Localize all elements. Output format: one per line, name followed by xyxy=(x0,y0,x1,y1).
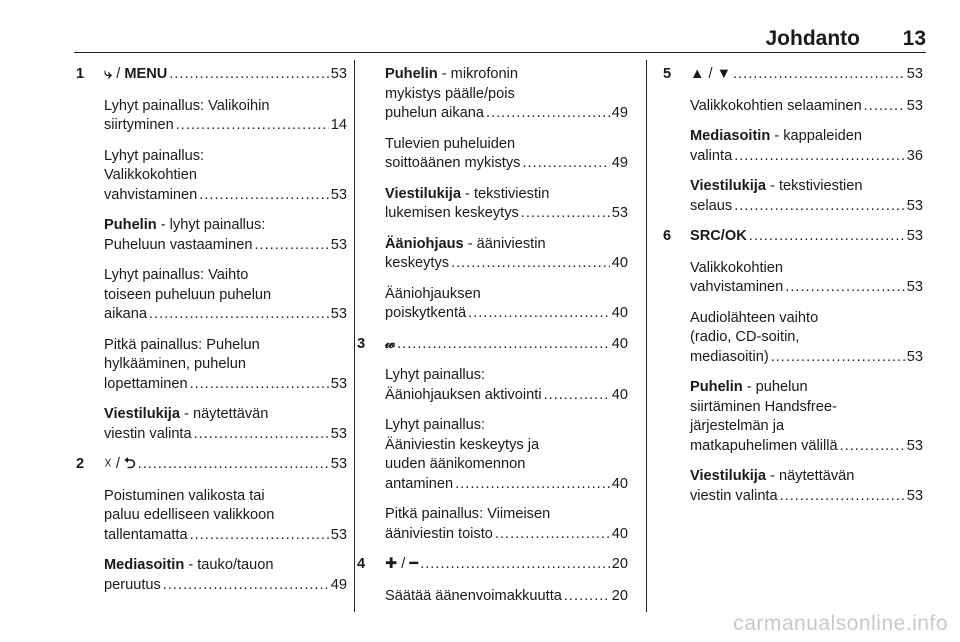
control-entry-6 xyxy=(663,227,923,247)
index-entry: Viestilukija - näytettävän viestin valinta ..... 53 xyxy=(690,467,923,506)
index-entry: Poistuminen valikosta tai paluu edelliseen valikkoon tallentamatta ..... 53 xyxy=(104,487,347,546)
index-column-1 xyxy=(76,65,347,606)
index-entry: Lyhyt painallus: Valikkokohtien vahvistaminen ..... 53 xyxy=(104,147,347,206)
index-column-2 xyxy=(357,65,628,617)
index-entry: Puhelin - mikrofonin mykistys päälle/pois puhelun aikana ..... 49 xyxy=(385,65,628,124)
page-reference: 53 xyxy=(330,236,347,253)
phone-icon: ⤷ xyxy=(104,66,113,82)
control-entry-1: 1 ⤷ / MENU ..... 53 xyxy=(104,65,347,85)
page-reference: 14 xyxy=(330,117,347,133)
close-icon: ☓ xyxy=(104,456,112,472)
index-entry: Audiolähteen vaihto (radio, CD-soitin, mediasoitin) ..... 53 xyxy=(690,309,923,368)
page-reference: 53 xyxy=(906,437,923,454)
index-entry: Lyhyt painallus: Vaihto toiseen puheluun puhelun aikana ..... 53 xyxy=(104,266,347,325)
control-number: 1 xyxy=(76,66,85,82)
control-number: 6 xyxy=(663,228,672,244)
plus-icon: ✚ xyxy=(385,556,398,572)
page-reference: 53 xyxy=(906,197,923,214)
page-reference: 49 xyxy=(611,105,628,121)
page-reference: 20 xyxy=(611,587,628,604)
minus-icon: ━ xyxy=(409,556,419,572)
page-reference: 40 xyxy=(611,255,628,271)
control-entry-4: 4 ✚ / ━ ..... 20 xyxy=(385,555,628,575)
index-entry: Valikkokohtien vahvistaminen ..... 53 xyxy=(690,259,923,298)
index-entry: Viestilukija - tekstiviestin lukemisen keskeytys ..... 53 xyxy=(385,185,628,224)
page-reference: 53 xyxy=(330,186,347,203)
index-entry: Säätää äänenvoimakkuutta ..... 20 xyxy=(385,587,628,607)
section-title: Johdanto xyxy=(765,27,860,50)
voice-control-icon: 𝓌 xyxy=(385,335,396,352)
column-divider xyxy=(646,60,647,612)
control-number: 2 xyxy=(76,456,85,472)
index-column-3 xyxy=(663,65,923,517)
index-entry: Lyhyt painallus: Valikoihin siirtyminen ..... 14 xyxy=(104,97,347,136)
index-entry: Valikkokohtien selaaminen ..... 53 xyxy=(690,97,923,117)
control-label: SRC/OK xyxy=(690,228,747,244)
page-reference: 53 xyxy=(330,375,347,392)
index-entry: Viestilukija - näytettävän viestin valinta ..... 53 xyxy=(104,405,347,444)
page-reference: 49 xyxy=(330,576,347,593)
page-reference: 53 xyxy=(906,279,923,295)
index-entry: Ääniohjauksen poiskytkentä ..... 40 xyxy=(385,285,628,324)
page-reference: 53 xyxy=(330,526,347,543)
page-header xyxy=(74,26,926,53)
index-entry: Pitkä painallus: Puhelun hylkääminen, puhelun lopettaminen ..... 53 xyxy=(104,336,347,395)
page-reference: 40 xyxy=(611,335,628,352)
control-entry-3 xyxy=(357,335,628,355)
control-entry-5: 5 ▲ / ▼ ..... 53 xyxy=(690,65,923,85)
arrow-up-icon: ▲ xyxy=(690,66,705,82)
page-reference: 53 xyxy=(330,425,347,442)
page-reference: 53 xyxy=(906,97,923,114)
page-reference: 53 xyxy=(906,228,923,244)
page-reference: 53 xyxy=(906,348,923,365)
back-icon: ⮌ xyxy=(123,456,136,472)
page-reference: 20 xyxy=(611,556,628,572)
index-entry: Tulevien puheluiden soittoäänen mykistys ..... 49 xyxy=(385,135,628,174)
page-reference: 40 xyxy=(611,475,628,492)
index-entry: Lyhyt painallus: Ääniviestin keskeytys ja uuden äänikomennon antaminen ..... 40 xyxy=(385,416,628,494)
arrow-down-icon: ▼ xyxy=(716,66,732,82)
page-reference: 53 xyxy=(906,487,923,504)
index-entry: Mediasoitin - kappaleiden valinta ..... 36 xyxy=(690,127,923,166)
page-reference: 53 xyxy=(611,205,628,221)
page-reference: 53 xyxy=(330,66,347,82)
control-number: 3 xyxy=(357,335,366,352)
page-reference: 53 xyxy=(330,306,347,322)
control-number: 5 xyxy=(663,66,672,82)
control-entry-2: 2 ☓ / ⮌ ..... 53 xyxy=(104,455,347,475)
index-entry: Puhelin - lyhyt painallus: Puheluun vastaaminen ..... 53 xyxy=(104,216,347,255)
control-number: 4 xyxy=(357,556,366,572)
watermark: carmanualsonline.info xyxy=(733,612,948,635)
index-entry: Puhelin - puhelun siirtäminen Handsfree- järjestelmän ja matkapuhelimen välillä ..... 53 xyxy=(690,378,923,456)
page-reference: 40 xyxy=(611,386,628,403)
index-entry: Ääniohjaus - ääniviestin keskeytys ..... 40 xyxy=(385,235,628,274)
page-reference: 40 xyxy=(611,305,628,321)
page-reference: 53 xyxy=(906,66,923,82)
index-entry: Viestilukija - tekstiviestien selaus ..... 53 xyxy=(690,177,923,216)
control-label: MENU xyxy=(124,66,168,82)
page-reference: 49 xyxy=(611,155,628,171)
page-number: 13 xyxy=(902,27,926,50)
page-reference: 36 xyxy=(906,147,923,164)
page-reference: 40 xyxy=(611,525,628,542)
page-reference: 53 xyxy=(330,456,347,472)
column-divider xyxy=(354,60,355,612)
index-entry: Pitkä painallus: Viimeisen ääniviestin toisto ..... 40 xyxy=(385,505,628,544)
index-entry: Mediasoitin - tauko/tauon peruutus ..... 49 xyxy=(104,556,347,595)
index-entry: Lyhyt painallus: Ääniohjauksen aktivointi ..... 40 xyxy=(385,366,628,405)
